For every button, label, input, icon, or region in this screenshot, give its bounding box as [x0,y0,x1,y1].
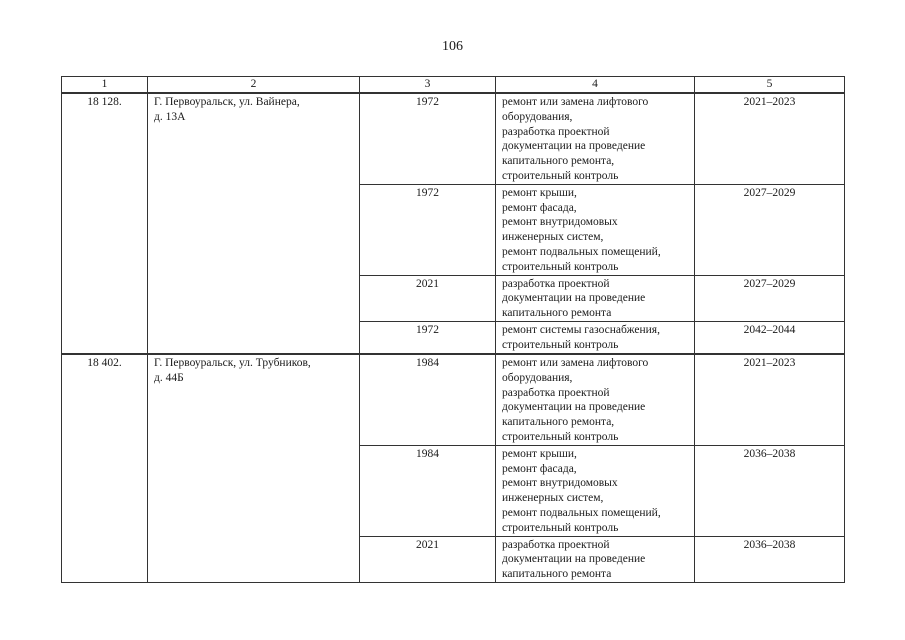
work-item: инженерных систем, [502,231,604,244]
work-item: документации на проведение [502,401,646,414]
work-item: разработка проектной [502,538,610,551]
address-line: д. 13А [154,110,186,123]
table-row [62,94,845,185]
year-cell: 2021 [360,536,496,582]
page-number: 106 [442,39,463,54]
work-item: документации на проведение [502,292,646,305]
work-item: документации на проведение [502,140,646,153]
table-block-18128 [61,93,845,354]
work-item: разработка проектной [502,277,610,290]
period-cell: 2042–2044 [695,321,845,353]
work-item: ремонт внутридомовых [502,216,618,229]
work-item: строительный контроль [502,338,619,351]
year-cell: 1984 [360,445,496,536]
address-cell [148,94,360,354]
work-item: инженерных систем, [502,492,604,505]
work-item: ремонт системы газоснабжения, [502,323,660,336]
work-item: капитального ремонта [502,568,612,581]
object-number: 18 402. [62,355,148,583]
work-item: капитального ремонта, [502,416,615,429]
works-cell [496,275,695,321]
work-item: оборудования, [502,110,573,123]
table-row [62,355,845,446]
period-cell: 2036–2038 [695,445,845,536]
column-number-5: 5 [695,77,845,93]
work-item: строительный контроль [502,169,619,182]
year-cell: 1984 [360,355,496,446]
work-item: капитального ремонта [502,307,612,320]
work-item: разработка проектной [502,386,610,399]
work-item: разработка проектной [502,125,610,138]
work-item: ремонт фасада, [502,201,577,214]
address-cell [148,355,360,583]
work-item: строительный контроль [502,521,619,534]
work-item: ремонт подвальных помещений, [502,245,661,258]
year-cell: 1972 [360,184,496,275]
header-row [62,77,845,93]
work-item: ремонт фасада, [502,462,577,475]
year-cell: 1972 [360,94,496,185]
work-item: оборудования, [502,371,573,384]
work-item: ремонт крыши, [502,186,577,199]
table-column-numbers [61,76,845,93]
period-cell: 2027–2029 [695,184,845,275]
period-cell: 2021–2023 [695,94,845,185]
work-item: ремонт внутридомовых [502,477,618,490]
column-number-2: 2 [148,77,360,93]
column-number-4: 4 [496,77,695,93]
column-number-3: 3 [360,77,496,93]
work-item: ремонт или замена лифтового [502,357,649,369]
works-cell [496,94,695,185]
year-cell: 1972 [360,321,496,353]
works-cell [496,321,695,353]
work-item: капитального ремонта, [502,155,615,168]
object-number: 18 128. [62,94,148,354]
work-item: документации на проведение [502,553,646,566]
work-item: строительный контроль [502,430,619,443]
works-cell [496,536,695,582]
works-cell [496,445,695,536]
year-cell: 2021 [360,275,496,321]
work-item: ремонт или замена лифтового [502,96,649,108]
period-cell: 2027–2029 [695,275,845,321]
address-line: Г. Первоуральск, ул. Вайнера, [154,96,300,108]
table-block-18402 [61,354,845,583]
work-item: строительный контроль [502,260,619,273]
column-number-1: 1 [62,77,148,93]
work-item: ремонт крыши, [502,447,577,460]
address-line: Г. Первоуральск, ул. Трубников, [154,357,311,369]
works-cell [496,184,695,275]
period-cell: 2021–2023 [695,355,845,446]
work-item: ремонт подвальных помещений, [502,506,661,519]
works-cell [496,355,695,446]
period-cell: 2036–2038 [695,536,845,582]
address-line: д. 44Б [154,371,184,384]
